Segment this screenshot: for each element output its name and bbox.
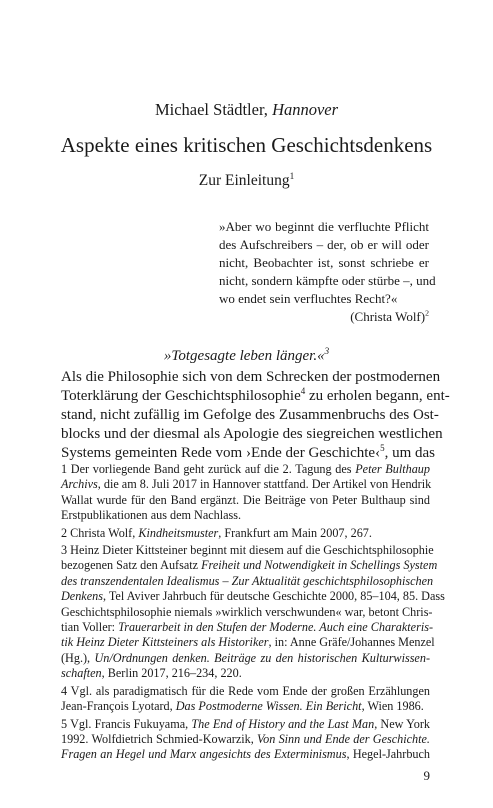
footnote-italic: Das Postmoderne Wissen. Ein Bericht bbox=[175, 699, 362, 714]
footnote-italic: The End of History and the Last Man bbox=[191, 716, 375, 731]
footnote-italic: Kindheitsmuster bbox=[138, 525, 219, 540]
footnote-line bbox=[61, 635, 435, 650]
epigraph-line: wo endet sein verfluchtes Recht?« bbox=[219, 291, 398, 306]
footnotes bbox=[61, 462, 445, 765]
body-line: Als die Philosophie sich von dem Schrecken der postmodernen bbox=[61, 369, 441, 385]
epigraph-line: nicht, sondern kämpfte oder stürbe –, und bbox=[219, 273, 436, 288]
footnote-line bbox=[61, 666, 430, 681]
footnote-ref-1[interactable]: 1 bbox=[289, 171, 295, 182]
footnote-text: , Berlin 2017, 216–234, 220. bbox=[101, 666, 242, 681]
section-heading bbox=[0, 348, 493, 365]
chapter-subtitle bbox=[0, 172, 493, 190]
body-line: blocks und der diesmal als Apologie des siegreichen westlichen bbox=[61, 426, 443, 442]
footnote-line bbox=[61, 732, 430, 747]
footnote-text: , Frankfurt am Main 2007, 267. bbox=[218, 525, 372, 540]
author-name: Michael Städtler, bbox=[154, 100, 273, 119]
body-line-text: Systems gemeinten Rede vom ›Ende der Geschichte‹ bbox=[61, 445, 381, 461]
footnote-italic: Fragen an Hegel und Marx angesichts des Exterminismus bbox=[61, 747, 347, 762]
footnote-line: Wallat wurde für den Band ergänzt. Die Beiträge von Peter Bulthaup sind bbox=[61, 492, 430, 507]
footnote-line bbox=[61, 462, 430, 477]
body-line-text: zu erholen begann, ent- bbox=[305, 388, 450, 404]
footnote-text: , New York bbox=[374, 716, 431, 731]
footnote-italic: Freiheit und Notwendigkeit in Schellings System bbox=[201, 558, 438, 573]
footnote-line bbox=[61, 717, 430, 732]
footnote-italic: Peter Bulthaup bbox=[355, 462, 430, 476]
footnote-text: (Hg.), bbox=[61, 650, 95, 665]
body-line-text: , um das bbox=[384, 445, 435, 461]
footnote-text: Jean-François Lyotard, bbox=[61, 699, 176, 714]
footnote-italic: Von Sinn und Ende der Geschichte. bbox=[257, 731, 430, 746]
body-line-text: Toterklärung der Geschichtsphilosophie bbox=[61, 388, 301, 404]
footnote-1 bbox=[61, 462, 430, 524]
footnote-ref-2[interactable]: 2 bbox=[425, 308, 429, 318]
footnote-italic: des transzendentalen Idealismus – Zur Aktualität geschichtsphilosophischen bbox=[61, 573, 434, 588]
footnote-line: Geschichtsphilosophie niemals »wirklich verschwunden« war, betont Chris- bbox=[61, 604, 433, 619]
body-line bbox=[61, 443, 435, 463]
footnote-line bbox=[61, 589, 445, 604]
footnote-line bbox=[61, 620, 434, 635]
footnote-line: 4 Vgl. als paradigmatisch für die Rede vom Ende der großen Erzählungen bbox=[61, 683, 430, 698]
epigraph-attribution bbox=[219, 308, 429, 326]
footnote-italic: Un/Ordnungen denken. Beiträge zu den historischen Kulturwissen- bbox=[94, 650, 430, 665]
attribution-text: (Christa Wolf) bbox=[350, 309, 426, 324]
footnote-line bbox=[61, 651, 430, 666]
footnote-text: bezogenen Satz den Aufsatz bbox=[61, 558, 202, 573]
footnote-text: , in: Anne Gräfe/Johannes Menzel bbox=[268, 635, 435, 650]
footnote-line bbox=[61, 558, 438, 573]
footnote-text: 2 Christa Wolf, bbox=[61, 525, 139, 540]
footnote-italic: Archivs bbox=[61, 477, 98, 492]
footnote-text: tian Voller: bbox=[61, 620, 119, 635]
footnote-ref-4[interactable]: 4 bbox=[300, 386, 306, 396]
author-line bbox=[0, 100, 493, 120]
subtitle-text: Zur Einleitung bbox=[198, 172, 290, 189]
footnote-3 bbox=[61, 543, 445, 682]
epigraph bbox=[219, 218, 436, 326]
footnote-italic: Trauerarbeit in den Stufen der Moderne. Auch eine Charakteris- bbox=[118, 620, 434, 635]
footnote-text: , Hegel-Jahrbuch bbox=[346, 747, 431, 762]
body-line: stand, nicht zufällig im Gefolge des Zusammenbruchs des Ost- bbox=[61, 407, 439, 423]
page-number: 9 bbox=[423, 768, 430, 783]
body-paragraph bbox=[61, 368, 450, 463]
chapter-title: Aspekte eines kritischen Geschichtsdenkens bbox=[60, 133, 433, 157]
footnote-italic: schaften bbox=[61, 666, 102, 681]
footnote-line bbox=[61, 477, 430, 492]
footnote-4 bbox=[61, 684, 430, 715]
body-line bbox=[61, 386, 450, 406]
footnote-text: , die am 8. Juli 2017 in Hannover stattfand. Der Artikel von Hendrik bbox=[97, 477, 432, 492]
footnote-2 bbox=[61, 526, 430, 541]
footnote-text: , Wien 1986. bbox=[361, 699, 424, 714]
footnote-line bbox=[61, 573, 434, 589]
footnote-line: 3 Heinz Dieter Kittsteiner beginnt mit diesem auf die Geschichtsphilosophie bbox=[61, 543, 434, 558]
footnote-text: 1 Der vorliegende Band geht zurück auf die 2. Tagung des bbox=[61, 462, 356, 476]
footnote-italic: Denkens bbox=[61, 589, 103, 604]
epigraph-line: »Aber wo beginnt die verfluchte Pflicht bbox=[219, 219, 429, 234]
footnote-line bbox=[61, 699, 430, 714]
author-city: Hannover bbox=[272, 100, 339, 119]
epigraph-line: nicht, Beobachter ist, sonst schriebe er bbox=[219, 255, 429, 270]
footnote-5 bbox=[61, 717, 430, 763]
footnote-line: Erstpublikationen aus dem Nachlass. bbox=[61, 508, 242, 523]
footnote-text: , Tel Aviver Jahrbuch für deutsche Geschichte 2000, 85–104, 85. Dass bbox=[102, 589, 445, 604]
footnote-text: 5 Vgl. Francis Fukuyama, bbox=[61, 716, 192, 731]
footnote-ref-3[interactable]: 3 bbox=[324, 346, 330, 356]
footnote-line bbox=[61, 747, 430, 762]
footnote-line bbox=[61, 526, 430, 541]
epigraph-line: des Aufschreibers – der, ob er will oder bbox=[219, 237, 429, 252]
footnote-ref-5[interactable]: 5 bbox=[380, 443, 385, 453]
section-heading-text: »Totgesagte leben länger.« bbox=[163, 348, 325, 364]
footnote-text: 1992. Wolfdietrich Schmied-Kowarzik, bbox=[61, 731, 258, 746]
footnote-italic: tik Heinz Dieter Kittsteiners als Historiker bbox=[61, 635, 269, 650]
